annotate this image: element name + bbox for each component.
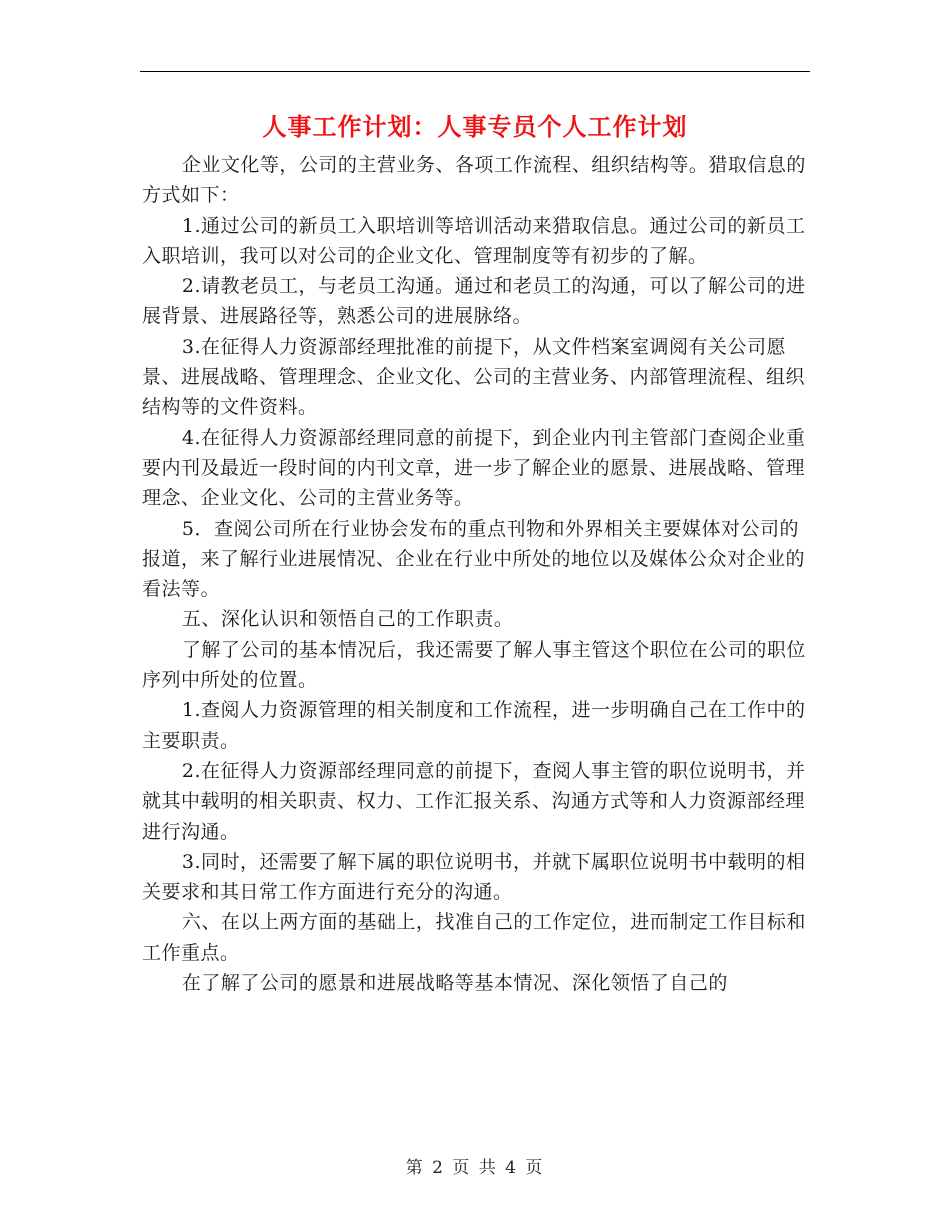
paragraph: 1.查阅人力资源管理的相关制度和工作流程，进一步明确自己在工作中的主要职责。	[142, 699, 806, 752]
paragraph: 2.在征得人力资源部经理同意的前提下，查阅人事主管的职位说明书，并就其中载明的相关职责、权力、工作汇报关系、沟通方式等和人力资源部经理进行沟通。	[142, 759, 806, 843]
paragraph: 3.在征得人力资源部经理批准的前提下，从文件档案室调阅有关公司愿景、进展战略、管理理念、企业文化、公司的主营业务、内部管理流程、组织结构等的文件资料。	[142, 335, 806, 419]
paragraph: 2.请教老员工，与老员工沟通。通过和老员工的沟通，可以了解公司的进展背景、进展路径等，熟悉公司的进展脉络。	[142, 275, 806, 328]
section-heading: 六、在以上两方面的基础上，找准自己的工作定位，进而制定工作目标和工作重点。	[142, 911, 806, 964]
paragraph: 在了解了公司的愿景和进展战略等基本情况、深化领悟了自己的	[181, 972, 728, 995]
paragraph: 3.同时，还需要了解下属的职位说明书，并就下属职位说明书中载明的相关要求和其日常工作方面进行充分的沟通。	[142, 850, 806, 904]
section-heading: 五、深化认识和领悟自己的工作职责。	[181, 608, 514, 631]
paragraph: 5．查阅公司所在行业协会发布的重点刊物和外界相关主要媒体对公司的报道，来了解行业进展情况、企业在行业中所处的地位以及媒体公众对企业的看法等。	[142, 517, 806, 601]
paragraph: 企业文化等，公司的主营业务、各项工作流程、组织结构等。猎取信息的方式如下：	[142, 154, 806, 207]
paragraph: 4.在征得人力资源部经理同意的前提下，到企业内刊主管部门查阅企业重要内刊及最近一段时间的内刊文章，进一步了解企业的愿景、进展战略、管理理念、企业文化、公司的主营业务等。	[142, 426, 806, 510]
page-number: 第 2 页 共 4 页	[405, 1158, 545, 1178]
paragraph: 1.通过公司的新员工入职培训等培训活动来猎取信息。通过公司的新员工入职培训，我可以对公司的企业文化、管理制度等有初步的了解。	[142, 214, 806, 267]
paragraph: 了解了公司的基本情况后，我还需要了解人事主管这个职位在公司的职位序列中所处的位置。	[142, 638, 806, 692]
document-body	[142, 150, 810, 998]
header-rule	[140, 71, 810, 72]
document-title: 人事工作计划：人事专员个人工作计划	[262, 112, 688, 141]
